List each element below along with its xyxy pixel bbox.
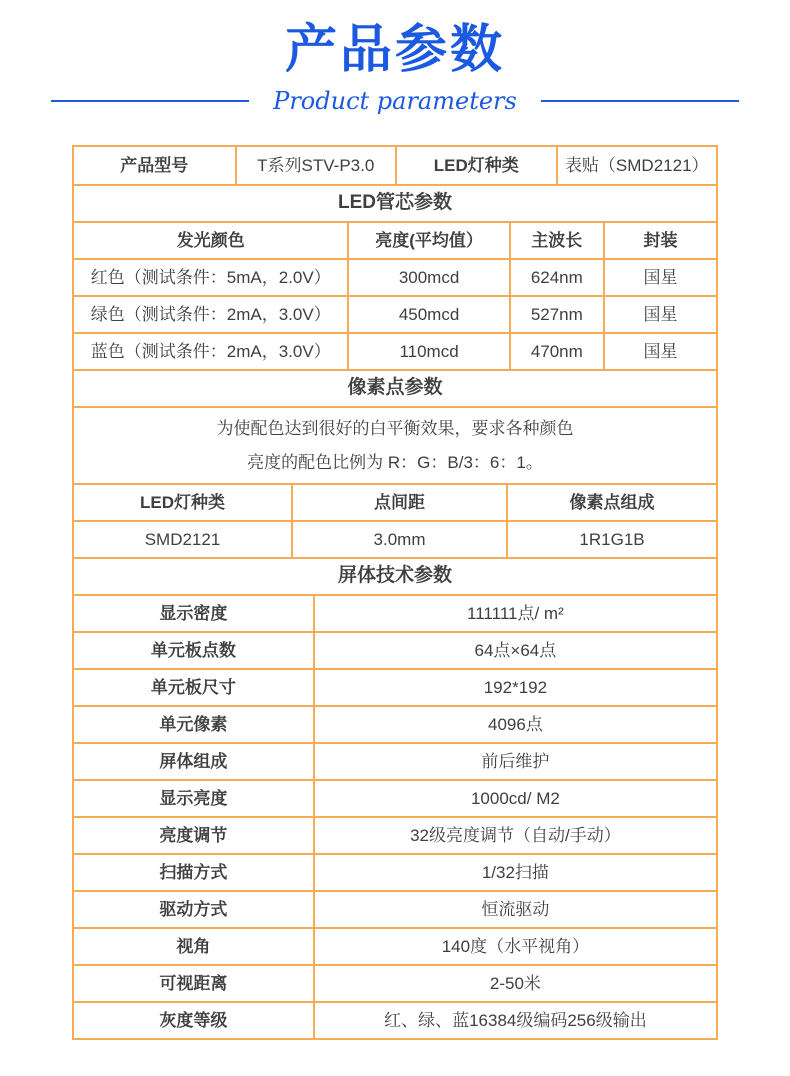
led-col-color: 发光颜色 bbox=[176, 230, 245, 250]
section-header-pixel bbox=[74, 369, 716, 406]
led-row-green bbox=[74, 295, 716, 332]
pixel-col-pitch: 点间距 bbox=[291, 485, 506, 520]
led-col-package: 封装 bbox=[603, 223, 716, 258]
model-label: 产品型号 bbox=[120, 155, 189, 175]
title-block bbox=[0, 0, 790, 115]
tech-label: 亮度调节 bbox=[159, 825, 228, 845]
section-header-tech bbox=[74, 557, 716, 594]
tech-label: 显示密度 bbox=[159, 603, 228, 623]
pixel-lamp-type-value: SMD2121 bbox=[144, 529, 221, 549]
tech-label: 灰度等级 bbox=[159, 1010, 228, 1030]
title-divider-left bbox=[51, 100, 249, 102]
tech-label: 可视距离 bbox=[159, 973, 228, 993]
pixel-col-lamp-type: LED灯种类 bbox=[139, 492, 225, 512]
led-green-brightness: 450mcd bbox=[347, 297, 508, 332]
tech-value: 111111点/ m² bbox=[313, 596, 716, 631]
led-red-package: 国星 bbox=[603, 260, 716, 295]
tech-row-gray-level bbox=[74, 1001, 716, 1038]
tech-label: 单元板尺寸 bbox=[150, 677, 236, 697]
led-red-condition: 红色（测试条件：5mA，2.0V） bbox=[90, 267, 331, 287]
lamp-type-label: LED灯种类 bbox=[395, 147, 556, 184]
led-blue-wavelength: 470nm bbox=[509, 334, 603, 369]
led-col-wavelength: 主波长 bbox=[509, 223, 603, 258]
tech-value: 192*192 bbox=[313, 670, 716, 705]
page-subtitle: Product parameters bbox=[273, 87, 517, 116]
pixel-composition-value: 1R1G1B bbox=[506, 522, 716, 557]
led-blue-condition: 蓝色（测试条件：2mA，3.0V） bbox=[90, 341, 331, 361]
pixel-note-line1: 为使配色达到很好的白平衡效果，要求各种颜色 bbox=[216, 418, 574, 438]
table-row-model bbox=[74, 147, 716, 184]
pixel-note-line2: 亮度的配色比例为 R：G：B/3：6：1。 bbox=[247, 452, 543, 472]
led-row-red bbox=[74, 258, 716, 295]
pixel-note bbox=[74, 408, 716, 483]
tech-value: 140度（水平视角） bbox=[313, 929, 716, 964]
tech-value: 2-50米 bbox=[313, 966, 716, 1001]
lamp-type-value: 表贴（SMD2121） bbox=[556, 147, 717, 184]
section-header-tech-title: 屏体技术参数 bbox=[337, 565, 452, 587]
tech-label: 扫描方式 bbox=[159, 862, 228, 882]
led-row-blue bbox=[74, 332, 716, 369]
tech-value: 1000cd/ M2 bbox=[313, 781, 716, 816]
tech-row-density bbox=[74, 594, 716, 631]
tech-value: 前后维护 bbox=[313, 744, 716, 779]
tech-row-drive-mode bbox=[74, 890, 716, 927]
tech-label: 单元像素 bbox=[159, 714, 228, 734]
tech-row-brightness bbox=[74, 779, 716, 816]
subtitle-row bbox=[0, 87, 790, 115]
tech-value: 4096点 bbox=[313, 707, 716, 742]
tech-row-view-angle bbox=[74, 927, 716, 964]
tech-row-screen-composition bbox=[74, 742, 716, 779]
tech-value: 1/32扫描 bbox=[313, 855, 716, 890]
model-value: T系列STV-P3.0 bbox=[235, 147, 396, 184]
title-divider-right bbox=[541, 100, 739, 102]
led-blue-brightness: 110mcd bbox=[347, 334, 508, 369]
tech-label: 显示亮度 bbox=[159, 788, 228, 808]
led-green-wavelength: 527nm bbox=[509, 297, 603, 332]
led-blue-package: 国星 bbox=[603, 334, 716, 369]
tech-row-view-distance bbox=[74, 964, 716, 1001]
tech-value: 64点×64点 bbox=[313, 633, 716, 668]
tech-label: 视角 bbox=[176, 936, 211, 956]
section-header-led bbox=[74, 184, 716, 221]
led-green-condition: 绿色（测试条件：2mA，3.0V） bbox=[90, 304, 331, 324]
section-header-pixel-title: 像素点参数 bbox=[347, 377, 443, 399]
pixel-pitch-value: 3.0mm bbox=[291, 522, 506, 557]
page-title: 产品参数 bbox=[284, 21, 505, 79]
tech-row-module-size bbox=[74, 668, 716, 705]
tech-label: 单元板点数 bbox=[150, 640, 236, 660]
led-red-brightness: 300mcd bbox=[347, 260, 508, 295]
led-red-wavelength: 624nm bbox=[509, 260, 603, 295]
product-parameters-table bbox=[72, 145, 718, 1040]
led-col-brightness: 亮度(平均值） bbox=[347, 223, 508, 258]
tech-value: 红、绿、蓝16384级编码256级输出 bbox=[313, 1003, 716, 1038]
pixel-columns-row bbox=[74, 483, 716, 520]
section-header-led-title: LED管芯参数 bbox=[337, 192, 452, 214]
led-columns-row bbox=[74, 221, 716, 258]
pixel-note-row bbox=[74, 406, 716, 483]
tech-value: 恒流驱动 bbox=[313, 892, 716, 927]
tech-row-scan-mode bbox=[74, 853, 716, 890]
pixel-values-row bbox=[74, 520, 716, 557]
tech-row-module-dots bbox=[74, 631, 716, 668]
tech-label: 驱动方式 bbox=[159, 899, 228, 919]
tech-row-module-pixels bbox=[74, 705, 716, 742]
tech-value: 32级亮度调节（自动/手动） bbox=[313, 818, 716, 853]
pixel-col-composition: 像素点组成 bbox=[506, 485, 716, 520]
led-green-package: 国星 bbox=[603, 297, 716, 332]
tech-row-brightness-adjust bbox=[74, 816, 716, 853]
tech-label: 屏体组成 bbox=[159, 751, 228, 771]
